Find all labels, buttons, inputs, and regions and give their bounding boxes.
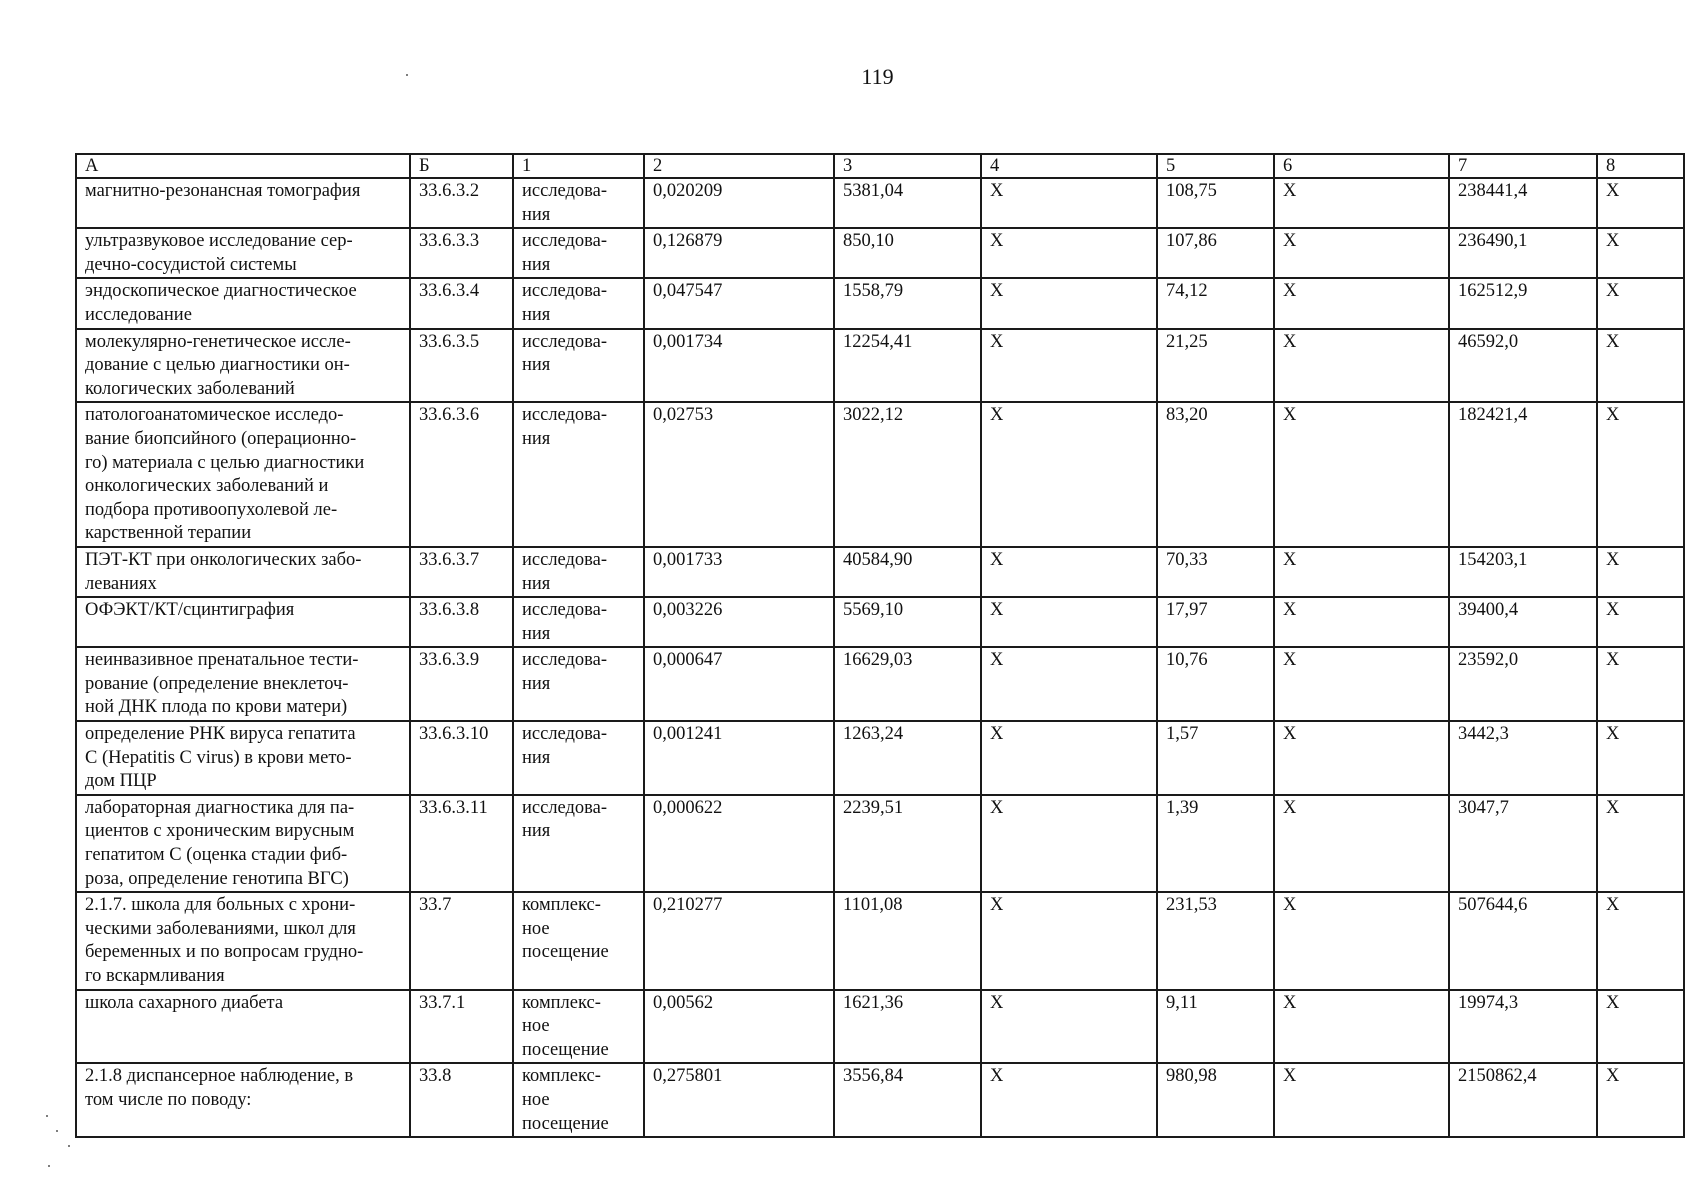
cell-code: 33.6.3.11 xyxy=(410,795,513,892)
cell-unit xyxy=(513,278,644,328)
cell-col6: X xyxy=(1274,597,1449,647)
cell-code: 33.6.3.4 xyxy=(410,278,513,328)
cell-line: комплекс- xyxy=(522,895,601,916)
cell-line: магнитно-резонансная томография xyxy=(85,181,361,201)
table-row xyxy=(76,892,1684,989)
cell-col7: 507644,6 xyxy=(1449,892,1597,989)
cell-col8: X xyxy=(1597,795,1684,892)
cell-col4: X xyxy=(981,597,1157,647)
cell-col7: 3442,3 xyxy=(1449,721,1597,795)
cell-unit xyxy=(513,547,644,597)
cell-col8: X xyxy=(1597,402,1684,547)
cell-code: 33.6.3.2 xyxy=(410,178,513,228)
cell-col4: X xyxy=(981,721,1157,795)
cell-unit xyxy=(513,178,644,228)
cell-line: посещение xyxy=(522,1113,609,1134)
cell-line: кологических заболеваний xyxy=(85,378,295,399)
cell-name xyxy=(76,647,410,721)
scan-speck xyxy=(56,1130,58,1132)
cell-col6: X xyxy=(1274,402,1449,547)
cell-line: подбора противоопухолевой ле- xyxy=(85,499,338,520)
cell-unit xyxy=(513,228,644,278)
cell-col8: X xyxy=(1597,278,1684,328)
table-row xyxy=(76,228,1684,278)
cell-code: 33.8 xyxy=(410,1063,513,1137)
cell-col3: 1558,79 xyxy=(834,278,981,328)
column-header: Б xyxy=(410,154,513,178)
cell-col5: 17,97 xyxy=(1157,597,1274,647)
cell-line: вание биопсийного (операционно- xyxy=(85,428,357,449)
cell-col3: 5569,10 xyxy=(834,597,981,647)
cell-col6: X xyxy=(1274,795,1449,892)
cell-line: ПЭТ-КТ при онкологических забо- xyxy=(85,549,362,570)
cell-col6: X xyxy=(1274,228,1449,278)
cell-line: патологоанатомическое исследо- xyxy=(85,405,344,426)
cell-line: исследова- xyxy=(522,331,608,352)
cell-line: лабораторная диагностика для па- xyxy=(85,797,355,818)
cell-col5: 1,57 xyxy=(1157,721,1274,795)
table-row xyxy=(76,547,1684,597)
cell-unit xyxy=(513,402,644,547)
cell-line: ное xyxy=(522,918,550,939)
cell-col3: 1263,24 xyxy=(834,721,981,795)
cell-line: исследова- xyxy=(522,724,608,745)
cell-line: исследова- xyxy=(522,549,608,570)
cell-col3: 1621,36 xyxy=(834,990,981,1064)
cell-name xyxy=(76,892,410,989)
cell-col6: X xyxy=(1274,1063,1449,1137)
cell-line: ное xyxy=(522,1089,550,1110)
cell-col3: 1101,08 xyxy=(834,892,981,989)
cell-line: исследование xyxy=(85,304,192,325)
cell-code: 33.6.3.9 xyxy=(410,647,513,721)
cell-col7: 19974,3 xyxy=(1449,990,1597,1064)
cell-name xyxy=(76,597,410,647)
page-number: 119 xyxy=(861,64,894,89)
cell-line: ния xyxy=(522,254,551,275)
cell-col5: 83,20 xyxy=(1157,402,1274,547)
table-row xyxy=(76,990,1684,1064)
cell-col2: 0,126879 xyxy=(644,228,834,278)
scan-speck xyxy=(48,1165,50,1167)
cell-line: исследова- xyxy=(522,405,608,426)
cell-col8: X xyxy=(1597,721,1684,795)
cell-name xyxy=(76,402,410,547)
cell-code: 33.6.3.8 xyxy=(410,597,513,647)
table-row xyxy=(76,278,1684,328)
cell-line: исследова- xyxy=(522,600,608,621)
cell-col4: X xyxy=(981,178,1157,228)
column-header: 8 xyxy=(1597,154,1684,178)
cell-col8: X xyxy=(1597,647,1684,721)
cell-name xyxy=(76,990,410,1064)
cell-col4: X xyxy=(981,892,1157,989)
cell-line: ния xyxy=(522,304,551,325)
cell-code: 33.6.3.7 xyxy=(410,547,513,597)
cell-col3: 2239,51 xyxy=(834,795,981,892)
cell-line: ния xyxy=(522,623,551,644)
cell-col2: 0,00562 xyxy=(644,990,834,1064)
cell-col7: 182421,4 xyxy=(1449,402,1597,547)
cell-line: исследова- xyxy=(522,650,608,671)
cell-line: карственной терапии xyxy=(85,523,252,544)
table-row xyxy=(76,597,1684,647)
cell-line: ультразвуковое исследование сер- xyxy=(85,231,353,252)
cell-unit xyxy=(513,1063,644,1137)
cell-col2: 0,000622 xyxy=(644,795,834,892)
cell-line: гепатитом C (оценка стадии фиб- xyxy=(85,845,348,866)
cell-line: неинвазивное пренатальное тести- xyxy=(85,650,359,671)
cell-line: онкологических заболеваний и xyxy=(85,476,329,497)
cell-col8: X xyxy=(1597,892,1684,989)
cell-col5: 70,33 xyxy=(1157,547,1274,597)
cell-line: дом ПЦР xyxy=(85,771,157,792)
cell-col2: 0,001733 xyxy=(644,547,834,597)
cell-col7: 238441,4 xyxy=(1449,178,1597,228)
cell-line: комплекс- xyxy=(522,992,601,1013)
cell-line: леваниях xyxy=(85,573,157,594)
cell-line: ния xyxy=(522,673,551,694)
cell-name xyxy=(76,1063,410,1137)
cell-line: исследова- xyxy=(522,797,608,818)
cell-line: ния xyxy=(522,204,551,225)
table-row xyxy=(76,178,1684,228)
cell-line: молекулярно-генетическое иссле- xyxy=(85,331,351,352)
column-header: 6 xyxy=(1274,154,1449,178)
cell-col3: 3022,12 xyxy=(834,402,981,547)
cell-unit xyxy=(513,647,644,721)
cell-col7: 23592,0 xyxy=(1449,647,1597,721)
cell-col5: 74,12 xyxy=(1157,278,1274,328)
cell-col6: X xyxy=(1274,990,1449,1064)
cell-line: 2.1.7. школа для больных с хрони- xyxy=(85,895,356,916)
cell-col2: 0,001734 xyxy=(644,329,834,403)
table-row xyxy=(76,647,1684,721)
cell-line: беременных и по вопросам грудно- xyxy=(85,942,364,963)
cell-unit xyxy=(513,990,644,1064)
cell-col3: 5381,04 xyxy=(834,178,981,228)
cell-col6: X xyxy=(1274,178,1449,228)
cell-col2: 0,047547 xyxy=(644,278,834,328)
cell-code: 33.6.3.3 xyxy=(410,228,513,278)
column-header: 3 xyxy=(834,154,981,178)
column-header: 2 xyxy=(644,154,834,178)
cell-col3: 16629,03 xyxy=(834,647,981,721)
cell-col8: X xyxy=(1597,547,1684,597)
cell-code: 33.6.3.6 xyxy=(410,402,513,547)
cell-col4: X xyxy=(981,228,1157,278)
cell-col5: 108,75 xyxy=(1157,178,1274,228)
table-row xyxy=(76,329,1684,403)
cell-col8: X xyxy=(1597,597,1684,647)
cell-col6: X xyxy=(1274,278,1449,328)
table-row xyxy=(76,721,1684,795)
table-row xyxy=(76,402,1684,547)
cell-col4: X xyxy=(981,329,1157,403)
cell-col7: 39400,4 xyxy=(1449,597,1597,647)
cell-line: ния xyxy=(522,428,551,449)
cell-col2: 0,003226 xyxy=(644,597,834,647)
cell-col8: X xyxy=(1597,329,1684,403)
cell-line: го) материала с целью диагностики xyxy=(85,452,365,473)
cell-col7: 2150862,4 xyxy=(1449,1063,1597,1137)
cell-col7: 46592,0 xyxy=(1449,329,1597,403)
cell-name xyxy=(76,795,410,892)
cell-line: го вскармливания xyxy=(85,966,225,986)
cell-col6: X xyxy=(1274,547,1449,597)
cell-col8: X xyxy=(1597,228,1684,278)
cell-col4: X xyxy=(981,647,1157,721)
cell-line: циентов с хроническим вирусным xyxy=(85,821,355,842)
cell-code: 33.7 xyxy=(410,892,513,989)
cell-line: ния xyxy=(522,821,551,842)
table-row xyxy=(76,1063,1684,1137)
cell-col7: 236490,1 xyxy=(1449,228,1597,278)
cell-col5: 980,98 xyxy=(1157,1063,1274,1137)
cell-col2: 0,020209 xyxy=(644,178,834,228)
scan-speck xyxy=(406,74,408,76)
cell-line: исследова- xyxy=(522,231,608,252)
table-row xyxy=(76,795,1684,892)
cell-line: ния xyxy=(522,573,551,594)
column-header: 5 xyxy=(1157,154,1274,178)
cell-col7: 154203,1 xyxy=(1449,547,1597,597)
cell-col2: 0,275801 xyxy=(644,1063,834,1137)
cell-col5: 21,25 xyxy=(1157,329,1274,403)
cell-name xyxy=(76,178,410,228)
cell-name xyxy=(76,329,410,403)
cell-line: ОФЭКТ/КТ/сцинтиграфия xyxy=(85,600,295,621)
cell-col5: 231,53 xyxy=(1157,892,1274,989)
cell-col6: X xyxy=(1274,329,1449,403)
cell-unit xyxy=(513,795,644,892)
cell-col7: 162512,9 xyxy=(1449,278,1597,328)
cell-col5: 9,11 xyxy=(1157,990,1274,1064)
column-header: 7 xyxy=(1449,154,1597,178)
cell-col2: 0,210277 xyxy=(644,892,834,989)
cell-col5: 10,76 xyxy=(1157,647,1274,721)
cell-line: исследова- xyxy=(522,281,608,302)
table-body xyxy=(76,154,1684,1137)
cell-col7: 3047,7 xyxy=(1449,795,1597,892)
cell-line: школа сахарного диабета xyxy=(85,992,284,1013)
cell-code: 33.6.3.5 xyxy=(410,329,513,403)
cell-line: ное xyxy=(522,1016,550,1037)
cell-col3: 40584,90 xyxy=(834,547,981,597)
cell-col3: 3556,84 xyxy=(834,1063,981,1137)
cell-line: ния xyxy=(522,747,551,768)
cell-line: посещение xyxy=(522,942,609,963)
cell-col4: X xyxy=(981,1063,1157,1137)
cell-col8: X xyxy=(1597,178,1684,228)
cell-col2: 0,02753 xyxy=(644,402,834,547)
cell-col6: X xyxy=(1274,892,1449,989)
cell-col6: X xyxy=(1274,647,1449,721)
cell-name xyxy=(76,721,410,795)
cell-col8: X xyxy=(1597,990,1684,1064)
scan-speck xyxy=(46,1115,48,1117)
cell-col8: X xyxy=(1597,1063,1684,1137)
column-header-row xyxy=(76,154,1684,178)
column-header: А xyxy=(76,154,410,178)
cell-name xyxy=(76,547,410,597)
cell-unit xyxy=(513,721,644,795)
cell-code: 33.6.3.10 xyxy=(410,721,513,795)
cell-col5: 107,86 xyxy=(1157,228,1274,278)
cell-col4: X xyxy=(981,547,1157,597)
cell-col4: X xyxy=(981,795,1157,892)
cell-unit xyxy=(513,597,644,647)
column-header: 1 xyxy=(513,154,644,178)
cell-col4: X xyxy=(981,278,1157,328)
scan-speck xyxy=(68,1145,70,1147)
cell-col5: 1,39 xyxy=(1157,795,1274,892)
cell-line: 2.1.8 диспансерное наблюдение, в xyxy=(85,1066,354,1087)
cell-line: ния xyxy=(522,355,551,376)
cell-col3: 12254,41 xyxy=(834,329,981,403)
data-table xyxy=(75,153,1685,1138)
cell-line: исследова- xyxy=(522,181,608,201)
cell-col4: X xyxy=(981,990,1157,1064)
cell-line: том числе по поводу: xyxy=(85,1089,252,1110)
cell-line: дование с целью диагностики он- xyxy=(85,355,350,376)
cell-col6: X xyxy=(1274,721,1449,795)
cell-line: посещение xyxy=(522,1039,609,1060)
cell-line: роза, определение генотипа ВГС) xyxy=(85,868,349,889)
cell-code: 33.7.1 xyxy=(410,990,513,1064)
cell-unit xyxy=(513,329,644,403)
column-header: 4 xyxy=(981,154,1157,178)
cell-col3: 850,10 xyxy=(834,228,981,278)
cell-line: комплекс- xyxy=(522,1066,601,1087)
cell-line: ной ДНК плода по крови матери) xyxy=(85,697,348,718)
cell-col4: X xyxy=(981,402,1157,547)
cell-line: эндоскопическое диагностическое xyxy=(85,281,357,302)
cell-line: дечно-сосудистой системы xyxy=(85,254,297,275)
cell-col2: 0,000647 xyxy=(644,647,834,721)
cell-col2: 0,001241 xyxy=(644,721,834,795)
cell-line: определение РНК вируса гепатита xyxy=(85,724,356,745)
cell-line: рование (определение внеклеточ- xyxy=(85,673,349,694)
cell-line: ческими заболеваниями, школ для xyxy=(85,918,356,939)
cell-name xyxy=(76,278,410,328)
cell-line: C (Hepatitis C virus) в крови мето- xyxy=(85,747,352,768)
cell-unit xyxy=(513,892,644,989)
cell-name xyxy=(76,228,410,278)
